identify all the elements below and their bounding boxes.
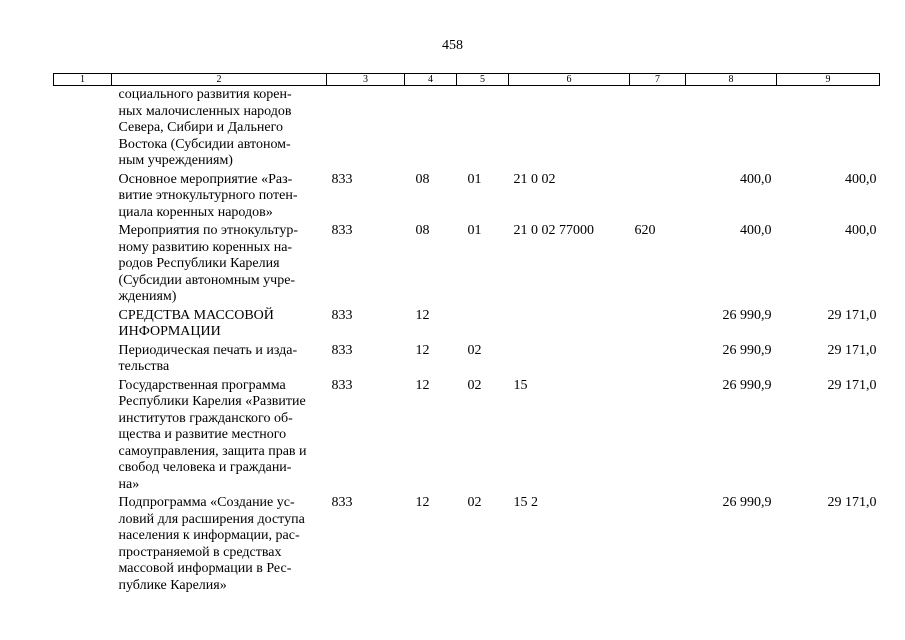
section-code: 12 bbox=[415, 342, 430, 358]
row-name: Периодическая печать и изда- тельства bbox=[118, 342, 298, 374]
column-header: 1 bbox=[54, 74, 112, 86]
budget-table bbox=[53, 73, 880, 594]
ministry-code: 833 bbox=[331, 307, 353, 323]
row-code bbox=[54, 86, 112, 170]
row-code bbox=[54, 170, 112, 222]
subsection-code bbox=[457, 86, 509, 170]
ministry-code: 833 bbox=[331, 223, 353, 238]
expense-type-code: 620 bbox=[634, 223, 656, 238]
amount-year-1: 400,0 bbox=[740, 223, 772, 238]
section-code: 12 bbox=[415, 495, 430, 510]
amount-year-2: 29 171,0 bbox=[827, 377, 877, 393]
ministry-code bbox=[327, 86, 405, 170]
amount-year-1: 26 990,9 bbox=[722, 495, 772, 510]
target-article-code bbox=[509, 86, 630, 170]
amount-year-2: 400,0 bbox=[845, 223, 877, 238]
section-code bbox=[405, 86, 457, 170]
amount-year-2: 29 171,0 bbox=[827, 307, 877, 323]
expense-type-code bbox=[630, 306, 686, 341]
table-row bbox=[54, 306, 880, 341]
ministry-code: 833 bbox=[331, 495, 353, 510]
row-name: Подпрограмма «Создание ус- ловий для расширения доступа населения к информации, рас- пространяемой в средствах массовой информации в Рес- публике Карелия» bbox=[118, 495, 305, 593]
amount-year-1: 26 990,9 bbox=[722, 342, 772, 358]
subsection-code: 01 bbox=[467, 223, 482, 238]
target-article-code bbox=[509, 341, 630, 376]
ministry-code: 833 bbox=[331, 377, 353, 393]
expense-type-code bbox=[630, 493, 686, 594]
target-article-code: 15 bbox=[513, 377, 528, 393]
expense-type-code bbox=[630, 170, 686, 222]
table-row bbox=[54, 341, 880, 376]
subsection-code bbox=[457, 306, 509, 341]
table-row bbox=[54, 86, 880, 170]
table-row bbox=[54, 376, 880, 494]
table-row bbox=[54, 170, 880, 222]
section-code: 12 bbox=[415, 307, 430, 323]
amount-year-1: 26 990,9 bbox=[722, 377, 772, 393]
column-header: 6 bbox=[509, 74, 630, 86]
row-name: СРЕДСТВА МАССОВОЙ ИНФОРМАЦИИ bbox=[118, 307, 274, 339]
table-row bbox=[54, 221, 880, 306]
amount-year-1: 400,0 bbox=[740, 171, 772, 187]
row-code bbox=[54, 221, 112, 306]
subsection-code: 01 bbox=[467, 171, 482, 187]
amount-year-1: 26 990,9 bbox=[722, 307, 772, 323]
table-body bbox=[54, 86, 880, 595]
target-article-code: 15 2 bbox=[513, 495, 538, 510]
table-header-row bbox=[54, 74, 880, 86]
amount-year-2 bbox=[777, 86, 880, 170]
page-number: 458 bbox=[442, 38, 463, 53]
section-code: 12 bbox=[415, 377, 430, 393]
expense-type-code bbox=[630, 86, 686, 170]
row-code bbox=[54, 306, 112, 341]
amount-year-2: 29 171,0 bbox=[827, 495, 877, 510]
amount-year-1 bbox=[686, 86, 777, 170]
row-name: Основное мероприятие «Раз- витие этнокультурного потен- циала коренных народов» bbox=[118, 171, 298, 220]
table-row bbox=[54, 493, 880, 594]
column-header: 5 bbox=[457, 74, 509, 86]
ministry-code: 833 bbox=[331, 171, 353, 187]
column-header: 4 bbox=[405, 74, 457, 86]
row-code bbox=[54, 493, 112, 594]
section-code: 08 bbox=[415, 171, 430, 187]
row-code bbox=[54, 376, 112, 494]
ministry-code: 833 bbox=[331, 342, 353, 358]
expense-type-code bbox=[630, 341, 686, 376]
expense-type-code bbox=[630, 376, 686, 494]
column-header: 8 bbox=[686, 74, 777, 86]
subsection-code: 02 bbox=[467, 377, 482, 393]
row-name: социального развития корен- ных малочисленных народов Севера, Сибири и Дальнего Востока (Субсидии автоном- ным учреждениям) bbox=[118, 87, 292, 168]
target-article-code: 21 0 02 bbox=[513, 171, 556, 187]
row-name: Мероприятия по этнокультур- ному развитию коренных на- родов Республики Карелия (Субсидии автономным учре- ждениям) bbox=[118, 223, 298, 304]
subsection-code: 02 bbox=[467, 342, 482, 358]
column-header: 2 bbox=[112, 74, 327, 86]
column-header: 9 bbox=[777, 74, 880, 86]
section-code: 08 bbox=[415, 223, 430, 238]
row-code bbox=[54, 341, 112, 376]
target-article-code bbox=[509, 306, 630, 341]
column-header: 3 bbox=[327, 74, 405, 86]
amount-year-2: 29 171,0 bbox=[827, 342, 877, 358]
target-article-code: 21 0 02 77000 bbox=[513, 223, 594, 238]
row-name: Государственная программа Республики Карелия «Развитие институтов гражданского об- щества и развитие местного самоуправления, защита прав и свобод человека и граждани- на» bbox=[118, 377, 307, 492]
subsection-code: 02 bbox=[467, 495, 482, 510]
column-header: 7 bbox=[630, 74, 686, 86]
amount-year-2: 400,0 bbox=[845, 171, 877, 187]
